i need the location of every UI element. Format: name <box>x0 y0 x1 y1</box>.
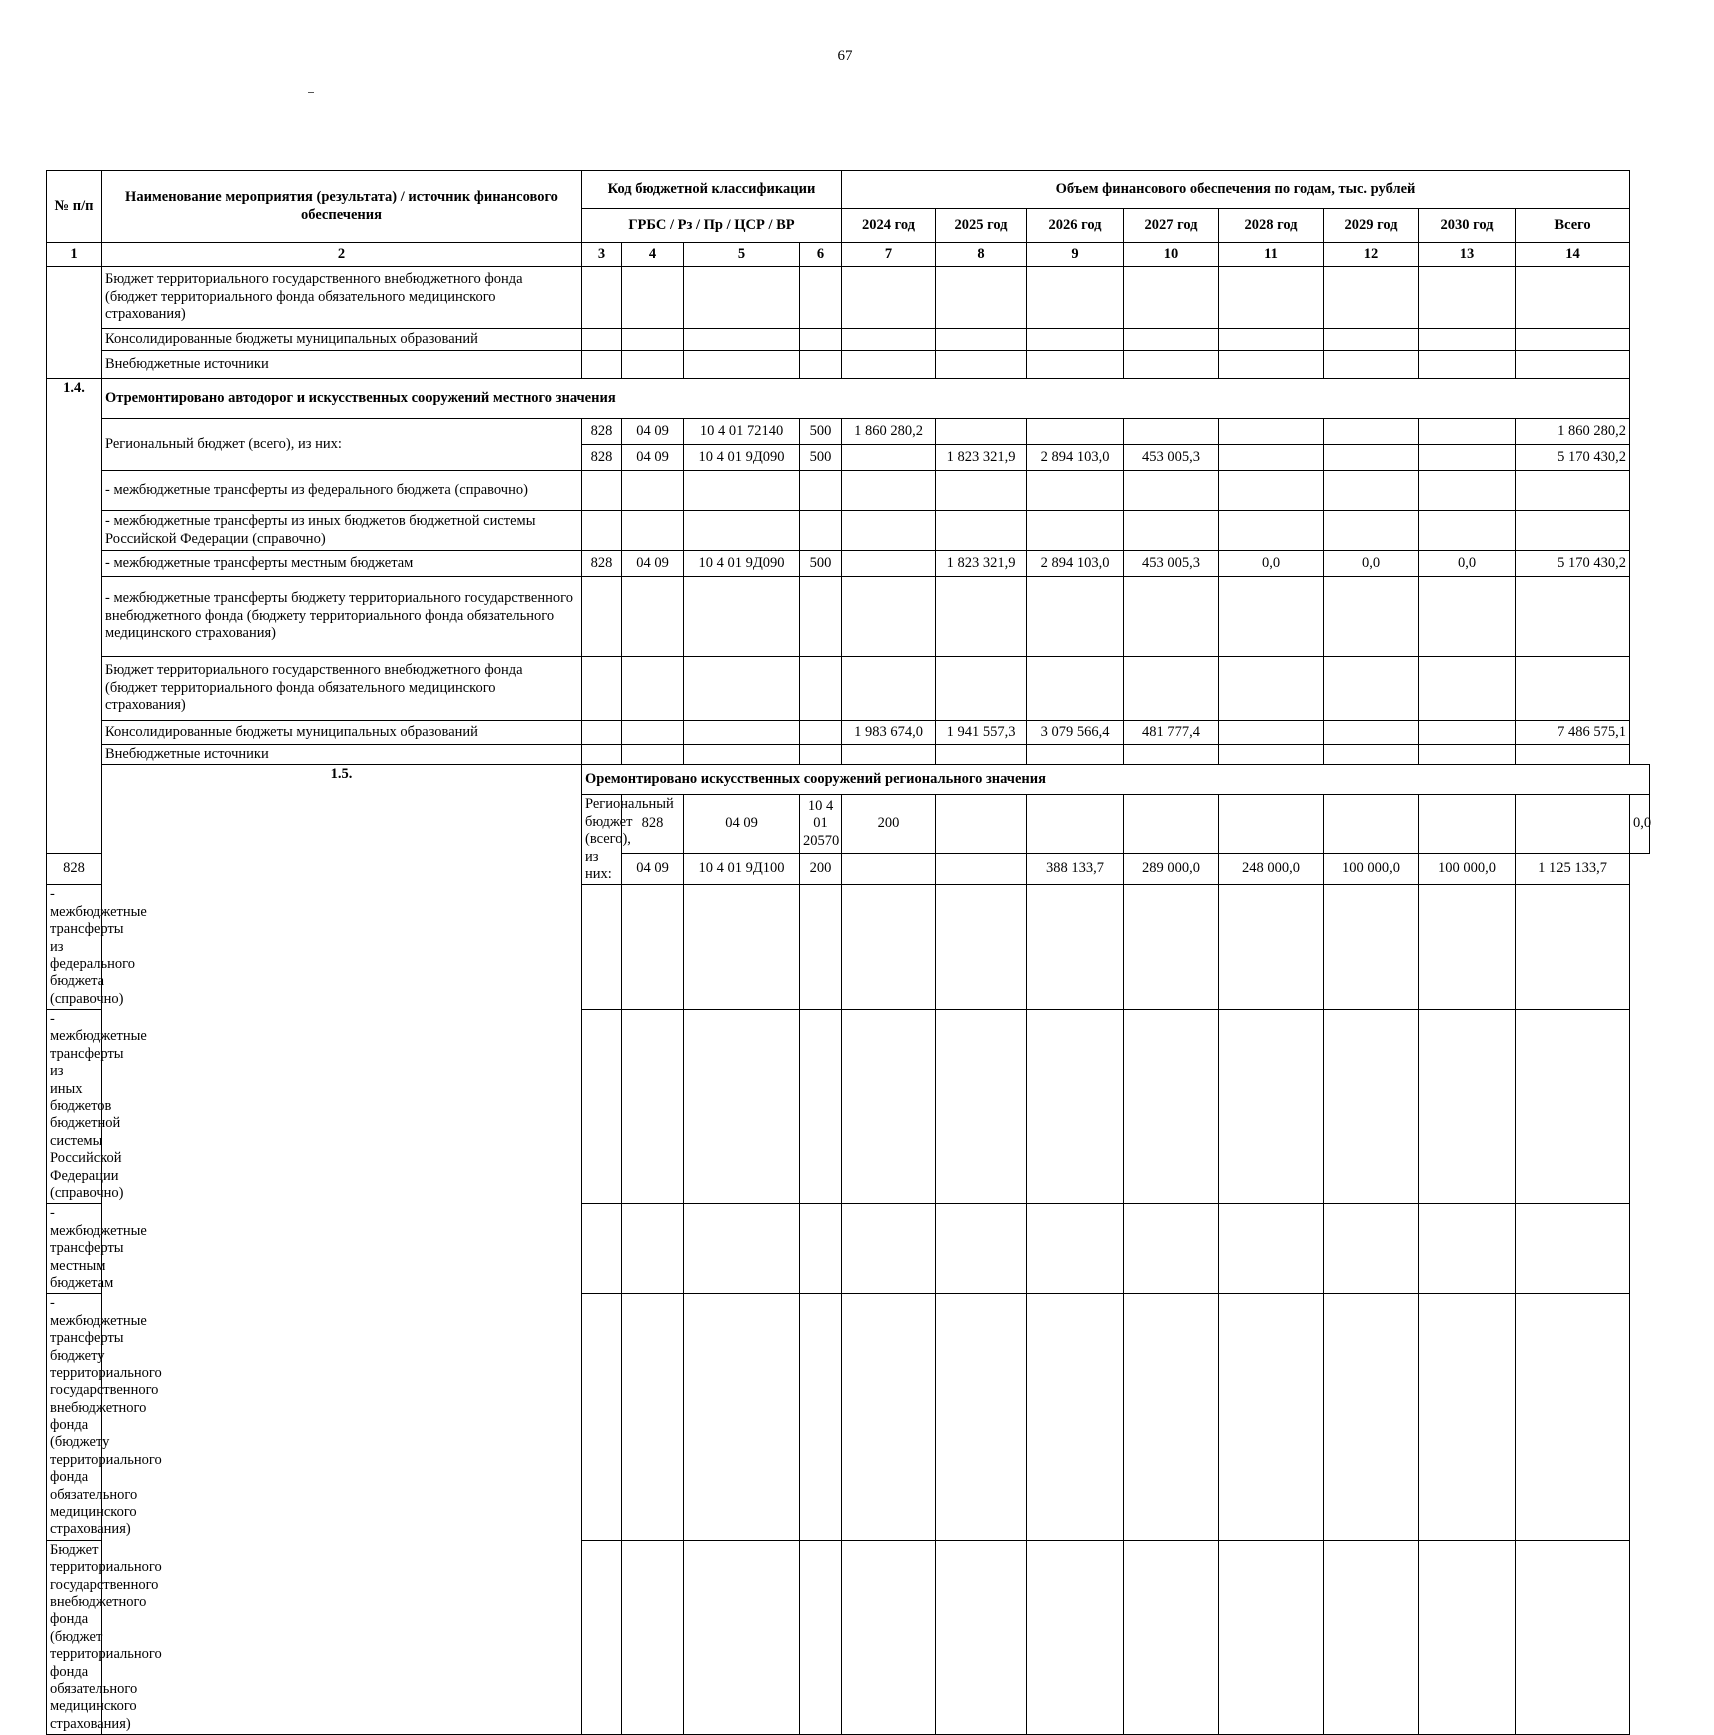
index-cell: 8 <box>936 243 1027 267</box>
value-cell <box>1219 795 1324 853</box>
value-cell <box>1219 445 1324 471</box>
table-row <box>47 351 1650 379</box>
grbs-cell: 828 <box>622 795 684 853</box>
value-cell <box>1124 795 1219 853</box>
value-cell: 2 894 103,0 <box>1027 445 1124 471</box>
index-cell: 5 <box>684 243 800 267</box>
index-cell: 3 <box>582 243 622 267</box>
row-label: - межбюджетные трансферты из федерального бюджета (справочно) <box>47 885 102 1010</box>
section-number: 1.4. <box>47 379 102 854</box>
year-header: 2026 год <box>1027 209 1124 243</box>
index-cell: 12 <box>1324 243 1419 267</box>
row-label: - межбюджетные трансферты местным бюджетам <box>47 1204 102 1294</box>
row-label: Внебюджетные источники <box>102 745 582 765</box>
index-cell: 2 <box>102 243 582 267</box>
value-cell <box>1419 795 1516 853</box>
value-cell: 3 079 566,4 <box>1027 721 1124 745</box>
csr-cell: 10 4 01 9Д090 <box>684 445 800 471</box>
value-cell <box>1124 419 1219 445</box>
rz-cell: 04 09 <box>622 853 684 885</box>
index-cell: 1 <box>47 243 102 267</box>
value-cell: 1 860 280,2 <box>842 419 936 445</box>
value-cell: 1 823 321,9 <box>936 445 1027 471</box>
page-number: 67 <box>837 48 853 64</box>
csr-cell: 10 4 01 72140 <box>684 419 800 445</box>
value-cell <box>1324 419 1419 445</box>
rz-cell: 04 09 <box>622 551 684 577</box>
total-cell: 5 170 430,2 <box>1516 551 1630 577</box>
value-cell <box>1027 419 1124 445</box>
year-header: 2025 год <box>936 209 1027 243</box>
rz-cell: 04 09 <box>684 795 800 853</box>
value-cell: 100 000,0 <box>1419 853 1516 885</box>
value-cell: 289 000,0 <box>1124 853 1219 885</box>
amount-group-header: Объем финансового обеспечения по годам, тыс. рублей <box>842 171 1630 209</box>
vr-cell: 500 <box>800 445 842 471</box>
value-cell <box>842 853 936 885</box>
value-cell: 1 941 557,3 <box>936 721 1027 745</box>
vr-cell: 500 <box>800 419 842 445</box>
table-row <box>47 577 1650 657</box>
value-cell: 2 894 103,0 <box>1027 551 1124 577</box>
year-header: 2029 год <box>1324 209 1419 243</box>
index-cell: 4 <box>622 243 684 267</box>
vr-cell: 200 <box>800 853 842 885</box>
code-group-header: Код бюджетной классификации <box>582 171 842 209</box>
year-header: 2024 год <box>842 209 936 243</box>
row-label: Бюджет территориального государственного внебюджетного фонда (бюджет территориального фонда обязательного медицинского страхования) <box>102 657 582 721</box>
section-number: 1.5. <box>102 765 582 1735</box>
value-cell <box>1027 795 1124 853</box>
vr-cell: 200 <box>842 795 936 853</box>
value-cell: 1 823 321,9 <box>936 551 1027 577</box>
year-header: 2030 год <box>1419 209 1516 243</box>
total-cell: 1 860 280,2 <box>1516 419 1630 445</box>
total-cell: 1 125 133,7 <box>1516 853 1630 885</box>
index-cell: 14 <box>1516 243 1630 267</box>
grbs-cell: 828 <box>582 445 622 471</box>
value-cell <box>1324 795 1419 853</box>
scan-mark <box>308 92 314 93</box>
rz-cell: 04 09 <box>622 419 684 445</box>
vr-cell: 500 <box>800 551 842 577</box>
value-cell: 388 133,7 <box>1027 853 1124 885</box>
table-row <box>47 267 1650 329</box>
row-label: Консолидированные бюджеты муниципальных образований <box>102 329 582 351</box>
value-cell: 453 005,3 <box>1124 551 1219 577</box>
section-title: Оремонтировано искусственных сооружений регионального значения <box>582 765 1650 795</box>
col-name-header: Наименование мероприятия (результата) / источник финансового обеспечения <box>102 171 582 243</box>
budget-table <box>46 170 1650 1735</box>
csr-cell: 10 4 01 20570 <box>800 795 842 853</box>
row-label: Бюджет территориального государственного внебюджетного фонда (бюджет территориального фонда обязательного медицинского страхования) <box>47 1540 102 1734</box>
year-header: 2028 год <box>1219 209 1324 243</box>
value-cell <box>1419 445 1516 471</box>
index-cell: 10 <box>1124 243 1219 267</box>
section-title: Отремонтировано автодорог и искусственных сооружений местного значения <box>102 379 1630 419</box>
row-label: - межбюджетные трансферты бюджету территориального государственного внебюджетного фонда (бюджету территориального фонда обязательного медицинского страхования) <box>47 1294 102 1540</box>
row-label: Региональный бюджет (всего), из них: <box>582 795 622 885</box>
row-label: - межбюджетные трансферты бюджету территориального государственного внебюджетного фонда (бюджету территориального фонда обязательного медицинского страхования) <box>102 577 582 657</box>
index-cell: 11 <box>1219 243 1324 267</box>
table-row <box>47 551 1650 577</box>
value-cell <box>1219 721 1324 745</box>
row-label: Внебюджетные источники <box>102 351 582 379</box>
value-cell <box>1419 721 1516 745</box>
csr-cell: 10 4 01 9Д100 <box>684 853 800 885</box>
row-num-cell <box>47 267 102 379</box>
total-cell: 7 486 575,1 <box>1516 721 1630 745</box>
total-cell: 5 170 430,2 <box>1516 445 1630 471</box>
code-sub-header: ГРБС / Рз / Пр / ЦСР / ВР <box>582 209 842 243</box>
year-header: 2027 год <box>1124 209 1219 243</box>
section-title-row <box>47 379 1650 419</box>
index-cell: 9 <box>1027 243 1124 267</box>
value-cell <box>936 853 1027 885</box>
row-label: - межбюджетные трансферты из иных бюджетов бюджетной системы Российской Федерации (справочно) <box>102 511 582 551</box>
index-row <box>47 243 1650 267</box>
total-cell: 0,0 <box>1630 795 1650 853</box>
value-cell: 453 005,3 <box>1124 445 1219 471</box>
table-row <box>47 419 1650 445</box>
value-cell: 0,0 <box>1419 551 1516 577</box>
col-num-header: № п/п <box>47 171 102 243</box>
table-row <box>47 745 1650 765</box>
row-label: - межбюджетные трансферты местным бюджетам <box>102 551 582 577</box>
header-row-1 <box>47 171 1650 209</box>
value-cell: 0,0 <box>1324 551 1419 577</box>
value-cell: 481 777,4 <box>1124 721 1219 745</box>
grbs-cell: 828 <box>582 551 622 577</box>
value-cell <box>1419 419 1516 445</box>
value-cell <box>842 551 936 577</box>
index-cell: 7 <box>842 243 936 267</box>
section-title-row <box>47 765 1650 795</box>
index-cell: 13 <box>1419 243 1516 267</box>
row-label: - межбюджетные трансферты из иных бюджетов бюджетной системы Российской Федерации (справочно) <box>47 1010 102 1204</box>
table-row <box>47 657 1650 721</box>
index-cell: 6 <box>800 243 842 267</box>
total-header: Всего <box>1516 209 1630 243</box>
value-cell <box>1219 419 1324 445</box>
value-cell <box>1516 795 1630 853</box>
value-cell <box>936 419 1027 445</box>
row-label: Консолидированные бюджеты муниципальных образований <box>102 721 582 745</box>
row-label: Бюджет территориального государственного внебюджетного фонда (бюджет территориального фонда обязательного медицинского страхования) <box>102 267 582 329</box>
value-cell <box>1324 445 1419 471</box>
row-label: - межбюджетные трансферты из федерального бюджета (справочно) <box>102 471 582 511</box>
grbs-cell: 828 <box>47 853 102 885</box>
value-cell <box>936 795 1027 853</box>
value-cell: 100 000,0 <box>1324 853 1419 885</box>
value-cell <box>1324 721 1419 745</box>
value-cell: 1 983 674,0 <box>842 721 936 745</box>
table-row <box>47 329 1650 351</box>
value-cell: 0,0 <box>1219 551 1324 577</box>
rz-cell: 04 09 <box>622 445 684 471</box>
table-row <box>47 721 1650 745</box>
table-row <box>47 471 1650 511</box>
row-label: Региональный бюджет (всего), из них: <box>102 419 582 471</box>
value-cell: 248 000,0 <box>1219 853 1324 885</box>
csr-cell: 10 4 01 9Д090 <box>684 551 800 577</box>
grbs-cell: 828 <box>582 419 622 445</box>
table-row <box>47 511 1650 551</box>
value-cell <box>842 445 936 471</box>
